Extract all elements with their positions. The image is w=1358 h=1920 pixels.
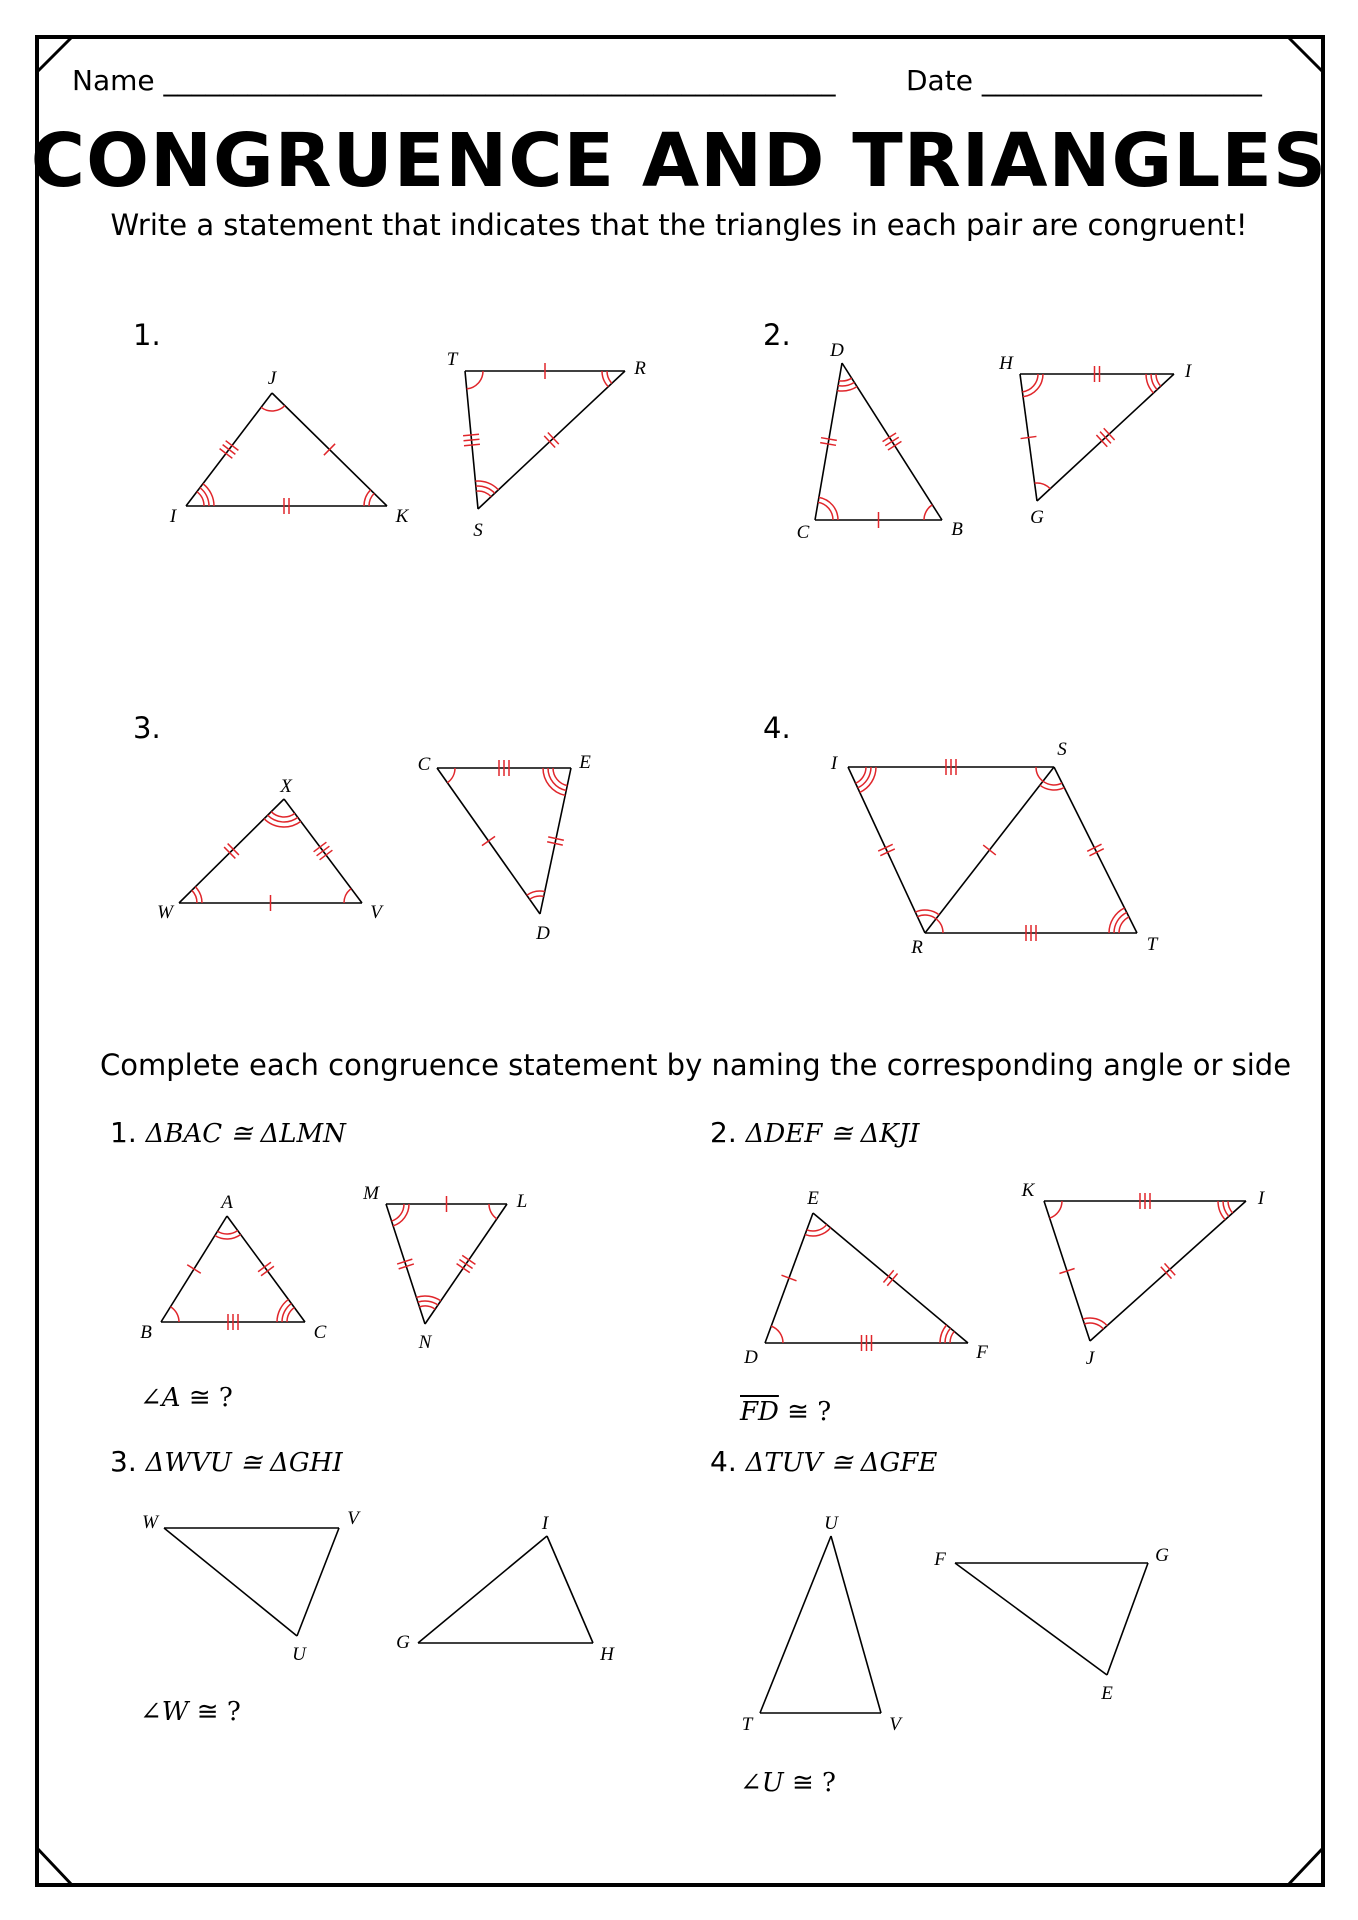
vertex-label: A	[221, 1192, 233, 1213]
vertex-label: F	[976, 1342, 988, 1363]
name-label: Name	[72, 64, 155, 97]
triangle-side	[418, 1536, 547, 1643]
vertex-label: S	[473, 520, 483, 541]
angle-arc-mark	[950, 1331, 954, 1343]
triangle-side	[227, 1216, 305, 1322]
vertex-label: D	[536, 923, 550, 944]
triangle-side	[297, 1528, 339, 1636]
vertex-label: I	[830, 753, 838, 774]
angle-arc-mark	[344, 889, 351, 903]
angle-arc-mark	[171, 1307, 179, 1322]
problem-number: 2.	[763, 318, 791, 352]
angle-arc-mark	[527, 891, 545, 895]
vertex-label: S	[1057, 739, 1067, 760]
congruence-tick-mark	[983, 845, 996, 855]
congruence-tick-mark	[464, 444, 480, 446]
angle-arc-mark	[197, 492, 204, 506]
angle-arc-mark	[467, 371, 483, 389]
angle-arc-mark	[1218, 1201, 1225, 1220]
vertex-label: H	[600, 1644, 614, 1665]
problem-number: 1.	[133, 318, 161, 352]
vertex-label: U	[824, 1513, 838, 1534]
problem-number: 3.	[110, 1445, 137, 1478]
angle-arc-mark	[917, 915, 936, 919]
statement-text: ΔTUV ≅ ΔGFE	[745, 1448, 938, 1478]
statement-text: ΔWVU ≅ ΔGHI	[145, 1448, 343, 1478]
angle-arc-mark	[217, 1230, 237, 1234]
angle-arc-mark	[1228, 1201, 1233, 1213]
angle-arc-mark	[271, 812, 295, 817]
angle-arc-mark	[1084, 1323, 1103, 1329]
congruence-tick-mark	[464, 439, 480, 441]
vertex-label: U	[292, 1644, 306, 1665]
vertex-label: T	[1146, 934, 1158, 955]
angle-arc-mark	[264, 819, 301, 827]
question-lead: ∠W	[140, 1697, 189, 1727]
question-rest: ≅ ?	[783, 1768, 836, 1798]
vertex-label: E	[579, 752, 591, 773]
vertex-label: K	[1021, 1180, 1035, 1201]
vertex-label: L	[516, 1191, 528, 1212]
angle-arc-mark	[419, 1306, 435, 1309]
angle-arc-mark	[447, 768, 455, 783]
vertex-label: T	[741, 1714, 753, 1735]
statement-text: ΔDEF ≅ ΔKJI	[745, 1119, 920, 1149]
problem-number: 4.	[763, 711, 791, 745]
angle-arc-mark	[476, 491, 491, 497]
vertex-label: K	[395, 506, 409, 527]
question-lead: $\overline{FD}$	[740, 1397, 779, 1427]
vertex-label: E	[1101, 1683, 1113, 1704]
vertex-label: C	[417, 754, 431, 775]
triangle-side	[179, 799, 284, 903]
triangle-side	[815, 363, 842, 520]
vertex-label: B	[140, 1322, 152, 1343]
angle-arc-mark	[1035, 483, 1051, 489]
angle-arc-mark	[553, 768, 567, 786]
name-line[interactable]: ________________________________________________	[163, 64, 836, 97]
triangle-side	[813, 1213, 968, 1343]
problem-number: 2.	[710, 1116, 737, 1149]
problem-number: 3.	[133, 711, 161, 745]
vertex-label: I	[169, 506, 177, 527]
vertex-label: I	[1184, 361, 1192, 382]
vertex-label: E	[807, 1188, 819, 1209]
vertex-label: W	[157, 902, 173, 923]
angle-arc-mark	[1043, 781, 1062, 785]
vertex-label: N	[418, 1332, 432, 1353]
date-line[interactable]: ____________________	[981, 64, 1262, 97]
vertex-label: H	[999, 353, 1013, 374]
vertex-label: G	[396, 1632, 410, 1653]
angle-arc-mark	[530, 896, 544, 899]
angle-arc-mark	[1050, 1201, 1062, 1218]
angle-arc-mark	[856, 767, 866, 783]
vertex-label: V	[889, 1714, 901, 1735]
congruence-tick-mark	[187, 1265, 201, 1273]
vertex-label: X	[280, 776, 292, 797]
vertex-label: G	[1030, 507, 1044, 528]
angle-arc-mark	[1109, 908, 1124, 933]
angle-arc-mark	[607, 371, 612, 383]
angle-arc-mark	[838, 382, 854, 386]
date-label: Date	[906, 64, 973, 97]
worksheet-subtitle: Write a statement that indicates that the triangles in each pair are congruent!	[110, 208, 1248, 242]
angle-arc-mark	[915, 910, 939, 915]
vertex-label: R	[634, 358, 646, 379]
angle-arc-mark	[215, 1235, 241, 1239]
triangle-side	[1107, 1563, 1148, 1675]
congruence-tick-mark	[482, 836, 495, 845]
vertex-label: T	[446, 349, 458, 370]
angle-arc-mark	[489, 1204, 497, 1219]
vertex-label: J	[267, 368, 277, 389]
triangle-side	[164, 1528, 297, 1636]
problem-number: 4.	[710, 1445, 737, 1478]
statement-text: ΔBAC ≅ ΔLMN	[145, 1119, 346, 1149]
triangle-side	[1054, 767, 1137, 933]
angle-arc-mark	[805, 1228, 831, 1236]
angle-arc-mark	[261, 406, 285, 411]
question-rest: ≅ ?	[180, 1383, 233, 1413]
congruence-tick-mark	[1021, 436, 1037, 438]
vertex-label: R	[911, 937, 923, 958]
vertex-label: C	[313, 1322, 327, 1343]
angle-arc-mark	[1119, 917, 1129, 933]
vertex-label: V	[347, 1508, 359, 1529]
angle-arc-mark	[936, 919, 943, 933]
vertex-label: B	[951, 519, 963, 540]
vertex-label: I	[541, 1513, 549, 1534]
triangle-side	[478, 371, 625, 509]
question-lead: ∠A	[140, 1383, 181, 1413]
angle-arc-mark	[369, 493, 374, 506]
vertex-label: I	[1257, 1188, 1265, 1209]
angle-arc-mark	[807, 1225, 827, 1231]
triangle-side	[547, 1536, 593, 1643]
angle-arc-mark	[839, 378, 852, 381]
angle-arc-mark	[192, 890, 197, 903]
congruence-tick-mark	[463, 434, 479, 436]
question-lead: ∠U	[740, 1768, 784, 1798]
vertex-label: F	[934, 1549, 946, 1570]
triangle-side	[386, 1204, 425, 1324]
angle-arc-mark	[418, 1301, 438, 1305]
angle-arc-mark	[287, 1308, 294, 1322]
vertex-label: M	[363, 1183, 379, 1204]
part2-instruction: Complete each congruence statement by naming the corresponding angle or side	[100, 1048, 1292, 1082]
angle-arc-mark	[392, 1204, 404, 1221]
triangle-side	[955, 1563, 1107, 1675]
vertex-label: C	[796, 522, 810, 543]
vertex-label: G	[1155, 1545, 1169, 1566]
triangle-side	[831, 1536, 881, 1713]
vertex-label: J	[1085, 1348, 1095, 1369]
angle-arc-mark	[1022, 374, 1038, 392]
angle-arc-mark	[1036, 767, 1043, 781]
problem-number: 1.	[110, 1116, 137, 1149]
angle-arc-mark	[1156, 374, 1161, 386]
triangle-side	[760, 1536, 831, 1713]
question-rest: ≅ ?	[188, 1697, 241, 1727]
question-rest: ≅ ?	[778, 1397, 832, 1427]
angle-arc-mark	[1040, 785, 1064, 790]
vertex-label: D	[744, 1347, 758, 1368]
vertex-label: W	[142, 1512, 158, 1533]
vertex-label: V	[370, 902, 382, 923]
angle-arc-mark	[924, 505, 932, 520]
angle-arc-mark	[771, 1326, 783, 1343]
worksheet-title: CONGRUENCE AND TRIANGLES	[30, 118, 1328, 204]
vertex-label: D	[830, 340, 844, 361]
triangle-side	[1090, 1201, 1246, 1341]
angle-arc-mark	[1083, 1318, 1107, 1326]
angle-arc-mark	[818, 502, 833, 520]
angle-arc-mark	[837, 387, 857, 391]
angle-arc-mark	[416, 1296, 440, 1301]
